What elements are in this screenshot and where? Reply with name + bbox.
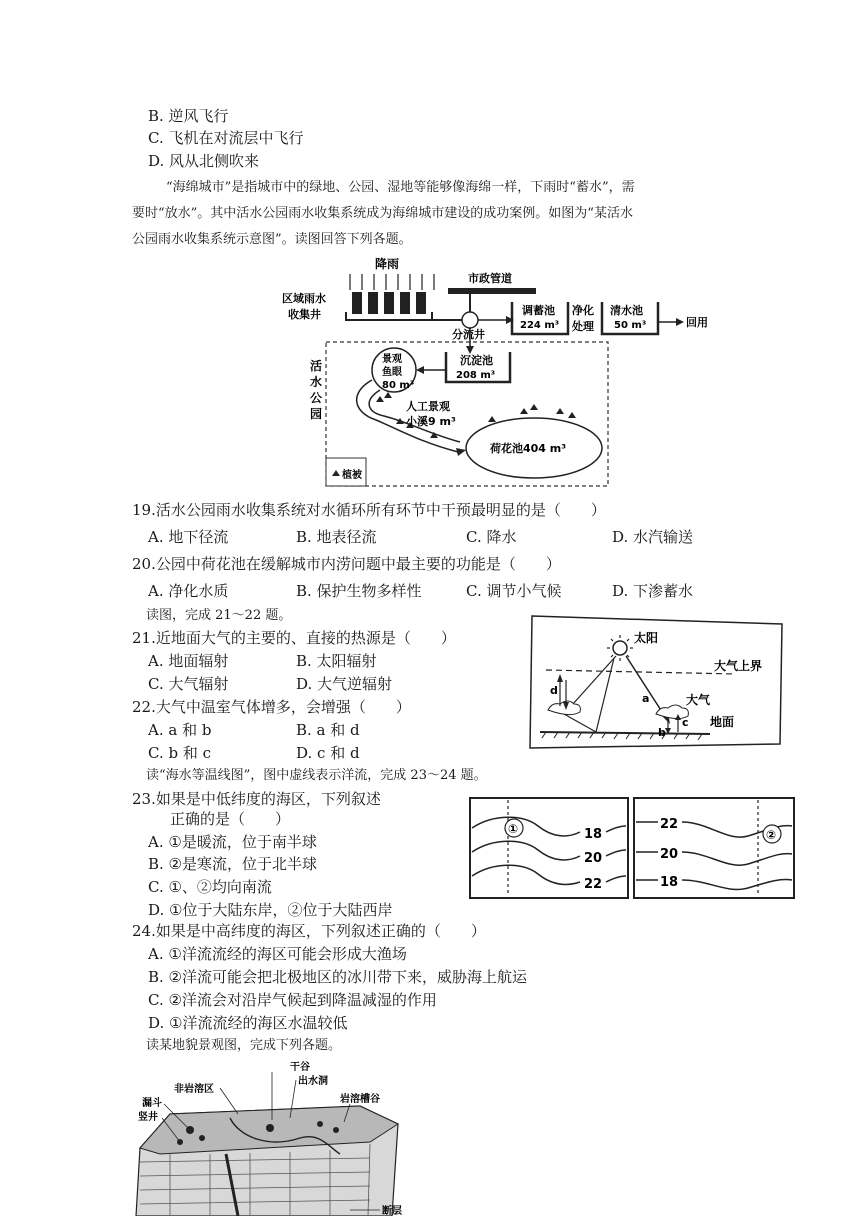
fig3-left-label-22: 22: [584, 877, 603, 892]
passage-line-1: “海绵城市”是指城市中的绿地、公园、湿地等能够像海绵一样，下雨时“蓄水”，需: [166, 180, 635, 195]
fig1-legend-label: 植被: [342, 470, 362, 481]
intro-karst: 读某地貌景观图，完成下列各题。: [146, 1038, 342, 1053]
q21-option-c: C. 大气辐射: [148, 675, 229, 693]
intro-23-24: 读“海水等温线图”，图中虚线表示洋流，完成 23～24 题。: [146, 768, 487, 783]
q20-option-a: A. 净化水质: [148, 582, 229, 600]
fig3-marker-2: ②: [766, 828, 777, 842]
atmosphere-heating-diagram: [526, 610, 788, 752]
fig1-municipal-label: 市政管道: [468, 272, 512, 285]
fig1-well-label-1: 区域雨水: [282, 292, 326, 305]
q24-option-a: A. ①洋流流经的海区可能会形成大渔场: [148, 945, 407, 963]
fig2-label-a: a: [642, 692, 650, 705]
fig1-rain-label: 降雨: [375, 257, 400, 271]
sea-isotherm-diagram: [468, 796, 798, 902]
fig1-park-4: 园: [310, 407, 323, 421]
fig4-trough: 岩溶槽谷: [340, 1094, 380, 1105]
q23-option-c: C. ①、②均向南流: [148, 878, 272, 896]
q22-option-a: A. a 和 b: [148, 721, 212, 739]
fig3-marker-1: ①: [508, 822, 519, 836]
q19-option-d: D. 水汽输送: [612, 528, 694, 546]
fig1-fisheye-3: 80 m³: [382, 380, 415, 391]
rainwater-system-diagram: [280, 252, 720, 492]
q23-stem-2: 正确的是（ ）: [170, 810, 291, 828]
fig1-diversion-label: 分流井: [452, 328, 485, 341]
q22-option-c: C. b 和 c: [148, 744, 212, 762]
q22-option-b: B. a 和 d: [296, 721, 360, 739]
fig1-fisheye-1: 景观: [382, 354, 402, 365]
fig1-regulating-volume: 224 m³: [520, 320, 560, 331]
fig4-non-karst: 非岩溶区: [174, 1084, 214, 1095]
q23-option-a: A. ①是暖流，位于南半球: [148, 833, 317, 851]
fig1-park-1: 活: [310, 359, 323, 373]
fig1-park-3: 公: [310, 391, 323, 405]
q21-stem: 21.近地面大气的主要的、直接的热源是（ ）: [132, 629, 456, 647]
q19-option-b: B. 地表径流: [296, 528, 377, 546]
fig1-regulating-name: 调蓄池: [522, 304, 555, 317]
karst-landscape-diagram: [130, 1058, 420, 1216]
q23-option-d: D. ①位于大陆东岸，②位于大陆西岸: [148, 901, 393, 919]
fig1-stream-2: 小溪9 m³: [406, 415, 456, 428]
fig4-dry-valley: 干谷: [290, 1062, 310, 1073]
fig4-shaft: 竖井: [138, 1112, 158, 1123]
passage-line-3: 公园雨水收集系统示意图”。读图回答下列各题。: [132, 232, 412, 247]
intro-21-22: 读图，完成 21～22 题。: [146, 608, 292, 623]
passage-line-2: 要时“放水”。其中活水公园雨水收集系统成为海绵城市建设的成功案例。如图为“某活水: [132, 206, 633, 221]
fig2-label-d: d: [550, 684, 558, 697]
q24-option-d: D. ①洋流流经的海区水温较低: [148, 1014, 348, 1032]
q24-option-b: B. ②洋流可能会把北极地区的冰川带下来，威胁海上航运: [148, 968, 528, 986]
q24-stem: 24.如果是中高纬度的海区，下列叙述正确的（ ）: [132, 922, 486, 940]
fig3-left-label-18: 18: [584, 827, 603, 842]
q20-option-d: D. 下渗蓄水: [612, 582, 694, 600]
q19-stem: 19.活水公园雨水收集系统对水循环所有环节中干预最明显的是（ ）: [132, 501, 606, 519]
fig1-purify-1: 净化: [572, 304, 594, 317]
fig4-funnel: 漏斗: [142, 1098, 162, 1109]
q23-stem-1: 23.如果是中低纬度的海区，下列叙述: [132, 790, 381, 808]
q21-option-a: A. 地面辐射: [148, 652, 229, 670]
fig1-lotus-label: 荷花池404 m³: [490, 442, 567, 455]
q21-option-d: D. 大气逆辐射: [296, 675, 393, 693]
q20-stem: 20.公园中荷花池在缓解城市内涝问题中最主要的功能是（ ）: [132, 555, 561, 573]
q24-option-c: C. ②洋流会对沿岸气候起到降温减湿的作用: [148, 991, 437, 1009]
fig3-right-label-18: 18: [660, 875, 679, 890]
fig1-settle-volume: 208 m³: [456, 370, 496, 381]
q23-option-b: B. ②是寒流，位于北半球: [148, 855, 318, 873]
fig2-ground-label: 地面: [710, 715, 735, 729]
fig1-reuse-label: 回用: [686, 316, 708, 329]
fig4-fault: 断层: [382, 1206, 402, 1216]
fig1-settle-name: 沉淀池: [460, 354, 493, 367]
q18-option-d: D. 风从北侧吹来: [148, 152, 260, 170]
fig2-sun-label: 太阳: [634, 631, 659, 645]
fig3-right-label-22: 22: [660, 817, 679, 832]
q20-option-c: C. 调节小气候: [466, 582, 562, 600]
q22-stem: 22.大气中温室气体增多，会增强（ ）: [132, 698, 411, 716]
fig1-fisheye-2: 鱼眼: [382, 367, 402, 378]
q20-option-b: B. 保护生物多样性: [296, 582, 422, 600]
fig1-well-label-2: 收集井: [288, 308, 321, 321]
fig1-purify-2: 处理: [572, 320, 594, 333]
fig4-outlet: 出水洞: [298, 1076, 328, 1087]
q19-option-c: C. 降水: [466, 528, 517, 546]
fig1-park-2: 水: [310, 375, 323, 389]
fig2-atm-label: 大气: [686, 693, 711, 707]
fig2-top-label: 大气上界: [714, 659, 763, 673]
q19-option-a: A. 地下径流: [148, 528, 229, 546]
fig3-left-label-20: 20: [584, 851, 603, 866]
fig3-right-label-20: 20: [660, 847, 679, 862]
fig1-clear-name: 清水池: [610, 304, 643, 317]
q18-option-b: B. 逆风飞行: [148, 107, 229, 125]
fig2-label-c: c: [682, 716, 689, 729]
fig1-clear-volume: 50 m³: [614, 320, 647, 331]
q21-option-b: B. 太阳辐射: [296, 652, 377, 670]
q18-option-c: C. 飞机在对流层中飞行: [148, 129, 304, 147]
q22-option-d: D. c 和 d: [296, 744, 360, 762]
fig2-label-b: b: [658, 726, 666, 739]
fig1-stream-1: 人工景观: [406, 400, 450, 413]
